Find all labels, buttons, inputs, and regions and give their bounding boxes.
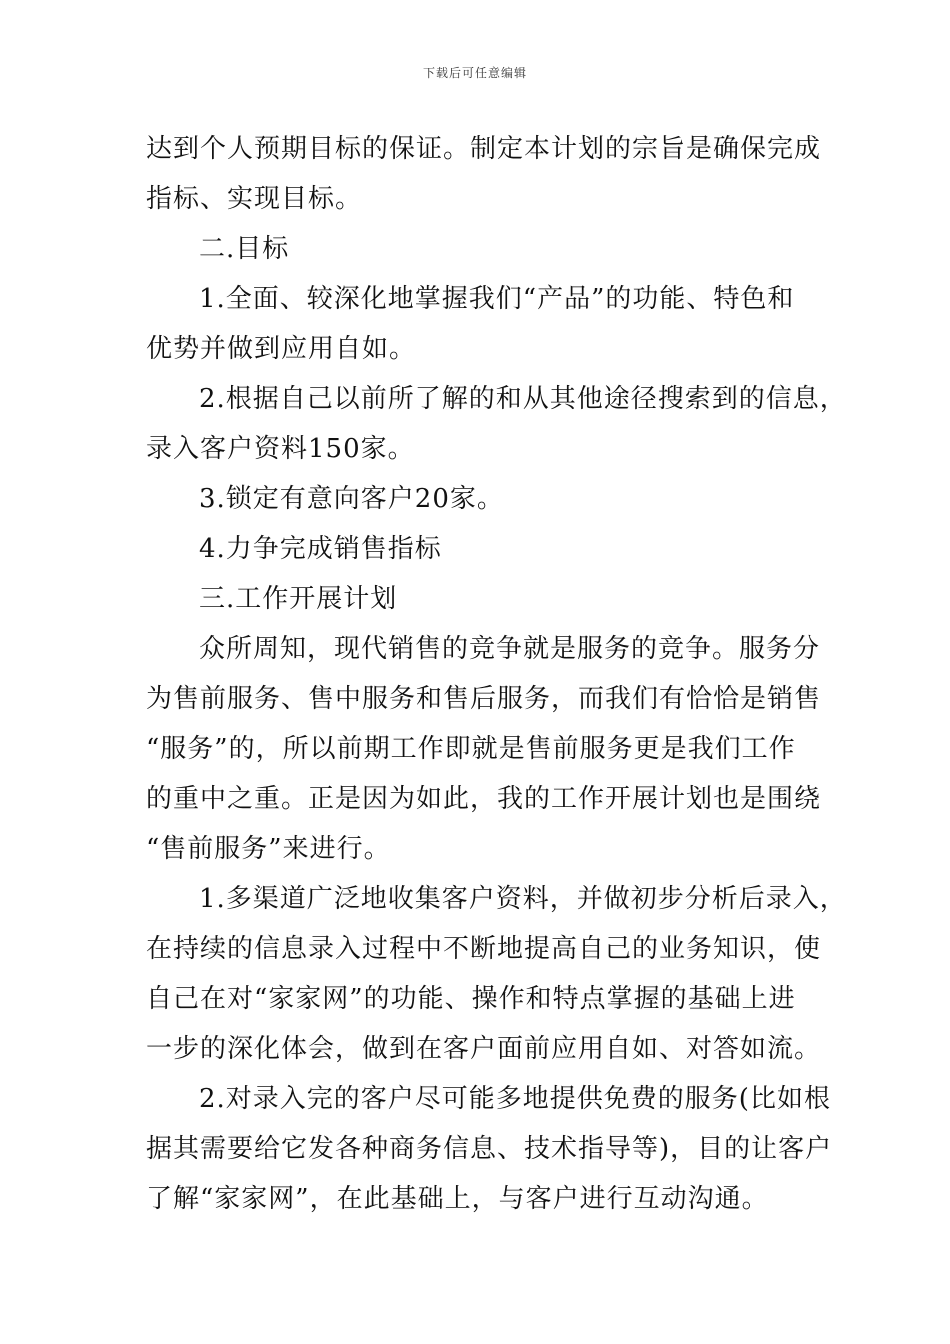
text-line: “售前服务”来进行。 — [146, 834, 391, 864]
text-line: 众所周知，现代销售的竞争就是服务的竞争。服务分 — [199, 634, 821, 664]
text-line: 优势并做到应用自如。 — [146, 334, 417, 364]
section-heading-goals: 二.目标 — [199, 234, 290, 264]
text-line: 为售前服务、售中服务和售后服务，而我们有恰恰是销售 — [146, 684, 822, 714]
text-line: 录入客户资料150家。 — [146, 434, 415, 464]
text-line: 据其需要给它发各种商务信息、技术指导等)，目的让客户 — [146, 1134, 833, 1164]
text-line: 在持续的信息录入过程中不断地提高自己的业务知识，使 — [146, 934, 822, 964]
text-line: 自己在对“家家网”的功能、操作和特点掌握的基础上进 — [146, 984, 796, 1014]
text-line: 的重中之重。正是因为如此，我的工作开展计划也是围绕 — [146, 784, 822, 814]
section-heading-work-plan: 三.工作开展计划 — [199, 584, 398, 614]
text-line: “服务”的，所以前期工作即就是售前服务更是我们工作 — [146, 734, 796, 764]
text-line: 一步的深化体会，做到在客户面前应用自如、对答如流。 — [146, 1034, 822, 1064]
text-line: 2.根据自己以前所了解的和从其他途径搜索到的信息， — [199, 384, 847, 414]
page-header-note: 下载后可任意编辑 — [422, 66, 527, 80]
text-line: 1.全面、较深化地掌握我们“产品”的功能、特色和 — [199, 284, 795, 314]
document-body — [146, 124, 847, 1224]
text-line: 达到个人预期目标的保证。制定本计划的宗旨是确保完成 — [146, 134, 822, 164]
text-line: 2.对录入完的客户尽可能多地提供免费的服务(比如根 — [199, 1084, 831, 1114]
text-line: 指标、实现目标。 — [146, 184, 363, 214]
text-line: 1.多渠道广泛地收集客户资料，并做初步分析后录入， — [199, 884, 847, 914]
text-line: 4.力争完成销售指标 — [199, 534, 442, 564]
text-line: 3.锁定有意向客户20家。 — [199, 484, 504, 514]
text-line: 了解“家家网”，在此基础上，与客户进行互动沟通。 — [146, 1184, 769, 1214]
